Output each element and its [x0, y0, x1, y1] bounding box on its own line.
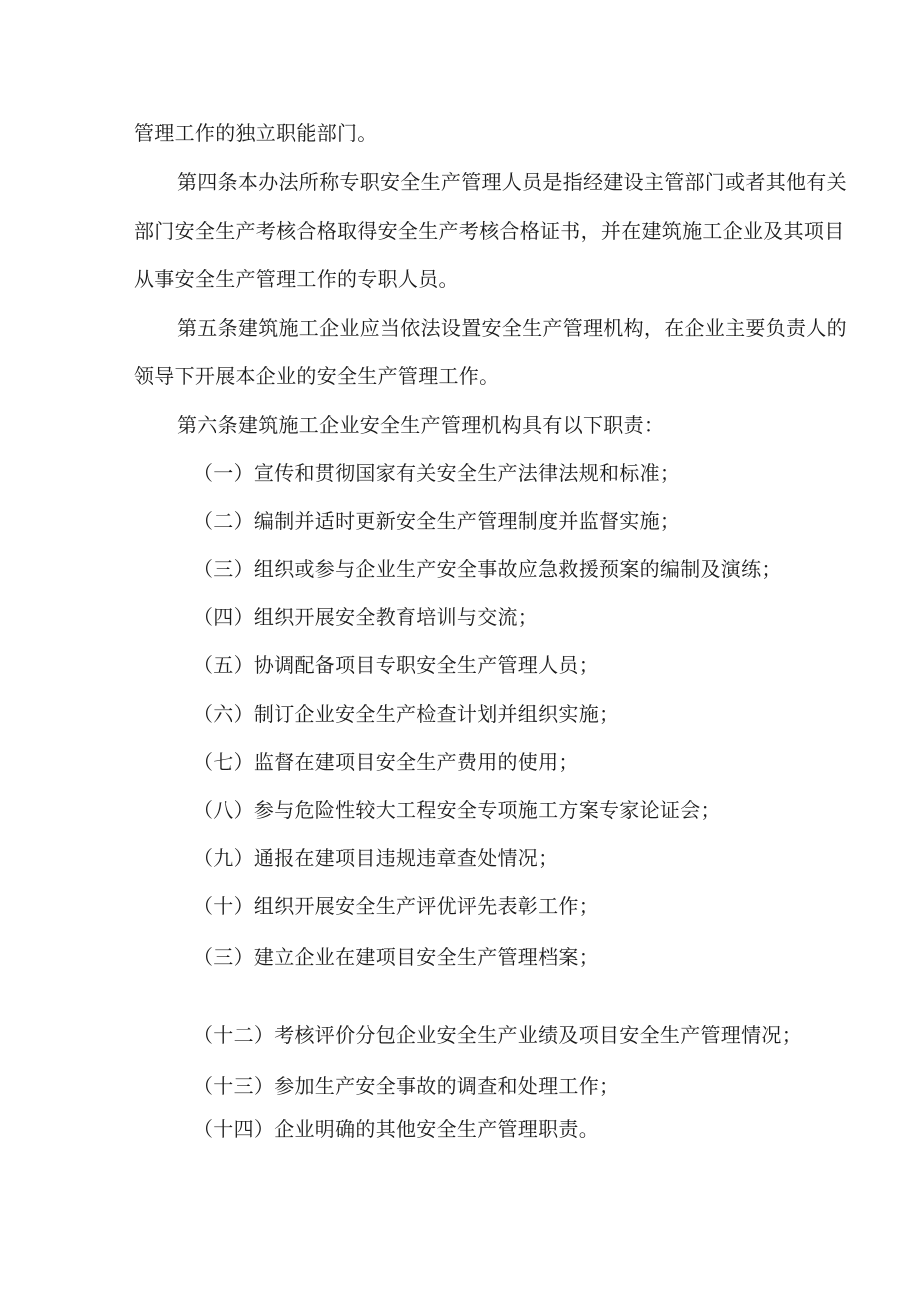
- duty-item: （二）编制并适时更新安全生产管理制度并监督实施；: [193, 509, 681, 533]
- duty-item: （六）制订企业安全生产检查计划并组织实施；: [193, 702, 620, 726]
- duty-item: （五）协调配备项目专职安全生产管理人员；: [193, 653, 599, 677]
- duty-item: （四）组织开展安全教育培训与交流；: [193, 605, 539, 629]
- duty-item: （十四）企业明确的其他安全生产管理职责。: [193, 1117, 599, 1141]
- text-line: 领导下开展本企业的安全生产管理工作。: [134, 364, 500, 388]
- text-line: 第五条建筑施工企业应当依法设置安全生产管理机构，在企业主要负责人的: [177, 316, 847, 340]
- text-line: 从事安全生产管理工作的专职人员。: [134, 267, 459, 291]
- duty-item: （三）组织或参与企业生产安全事故应急救援预案的编制及演练；: [193, 557, 782, 581]
- text-line: 管理工作的独立职能部门。: [134, 121, 378, 145]
- duty-item: （七）监督在建项目安全生产费用的使用；: [193, 750, 579, 774]
- text-line: 第四条本办法所称专职安全生产管理人员是指经建设主管部门或者其他有关: [177, 170, 847, 194]
- text-line: 第六条建筑施工企业安全生产管理机构具有以下职责：: [177, 413, 665, 437]
- duty-item: （十三）参加生产安全事故的调查和处理工作；: [193, 1074, 620, 1098]
- text-line: 部门安全生产考核合格取得安全生产考核合格证书，并在建筑施工企业及其项目: [134, 219, 845, 243]
- duty-item: （八）参与危险性较大工程安全专项施工方案专家论证会；: [193, 798, 721, 822]
- duty-item: （九）通报在建项目违规违章查处情况；: [193, 846, 559, 870]
- duty-item: （三）建立企业在建项目安全生产管理档案；: [193, 945, 599, 969]
- duty-item: （一）宣传和贯彻国家有关安全生产法律法规和标准；: [193, 461, 681, 485]
- duty-item: （十）组织开展安全生产评优评先表彰工作；: [193, 894, 599, 918]
- duty-item: （十二）考核评价分包企业安全生产业绩及项目安全生产管理情况；: [193, 1023, 802, 1047]
